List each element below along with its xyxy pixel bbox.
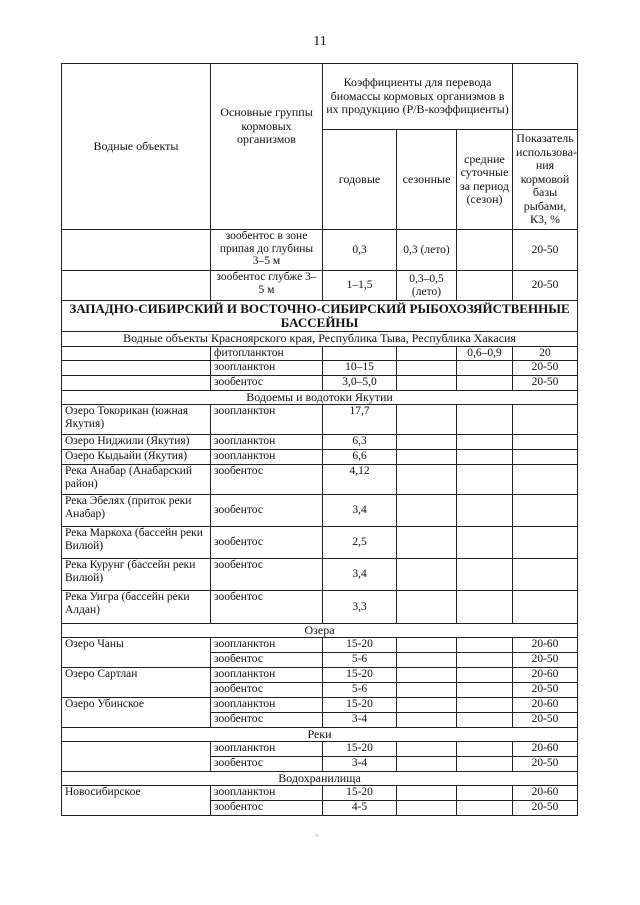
k3-value: 20-60	[513, 742, 578, 757]
k3-value: 20	[513, 347, 578, 361]
organism-group: зообентос	[211, 465, 323, 495]
water-object: Озеро Чаны	[62, 638, 211, 668]
subsection-rivers: Реки	[62, 728, 578, 742]
table-row	[62, 230, 578, 271]
annual-value: 3-4	[323, 757, 397, 772]
water-object: Река Маркоха (бассейн реки Вилюй)	[62, 527, 211, 559]
annual-value: 15-20	[323, 638, 397, 653]
subsection-row	[62, 624, 578, 638]
organism-group: зоопланктон	[211, 450, 323, 465]
section-row	[62, 301, 578, 332]
organism-group: зоопланктон	[211, 405, 323, 435]
table-row	[62, 698, 578, 713]
k3-value: 20-50	[513, 376, 578, 391]
water-object: Река Курунг (бассейн реки Вилюй)	[62, 559, 211, 591]
subsection-row	[62, 728, 578, 742]
header-k3: Показатель использова-ния кормовой базы рыбами, К3, %	[513, 130, 578, 230]
daily-value	[457, 376, 513, 391]
water-object: Река Анабар (Анабарский район)	[62, 465, 211, 495]
organism-group: зоопланктон	[211, 786, 323, 801]
k3-value: 20-50	[513, 271, 578, 301]
subsection-row	[62, 772, 578, 786]
table-row	[62, 495, 578, 527]
k3-value: 20-50	[513, 757, 578, 772]
organism-group: зоопланктон	[211, 435, 323, 450]
table-row	[62, 786, 578, 801]
annual-value: 3,0–5,0	[323, 376, 397, 391]
subsection-krasnoyarsk: Водные объекты Красноярского края, Республика Тыва, Республика Хакасия	[62, 332, 578, 347]
table-row	[62, 450, 578, 465]
annual-value: 4,12	[323, 465, 397, 495]
k3-value: 20-50	[513, 713, 578, 728]
k3-value: 20-60	[513, 638, 578, 653]
k3-value: 20-60	[513, 786, 578, 801]
annual-value: 4-5	[323, 801, 397, 816]
header-empty-cell	[513, 64, 578, 130]
page-number: 11	[313, 34, 327, 49]
organism-group: зообентос	[211, 495, 323, 527]
annual-value: 6,6	[323, 450, 397, 465]
subsection-row	[62, 332, 578, 347]
organism-group: зообентос	[211, 376, 323, 391]
organism-group: зообентос	[211, 683, 323, 698]
header-row-1	[62, 64, 578, 130]
k3-value: 20-50	[513, 361, 578, 376]
header-water-objects: Водные объекты	[62, 64, 211, 230]
table-row	[62, 591, 578, 624]
table-row	[62, 465, 578, 495]
subsection-lakes: Озера	[62, 624, 578, 638]
table-row	[62, 376, 578, 391]
water-object: Озеро Токорикан (южная Якутия)	[62, 405, 211, 435]
header-seasonal: сезонные	[397, 130, 457, 230]
water-object: Озеро Кыдьайи (Якутия)	[62, 450, 211, 465]
k3-value: 20-60	[513, 668, 578, 683]
section-title: ЗАПАДНО-СИБИРСКИЙ И ВОСТОЧНО-СИБИРСКИЙ РЫБОХОЗЯЙСТВЕННЫЕ БАССЕЙНЫ	[62, 301, 578, 332]
annual-value: 15-20	[323, 668, 397, 683]
header-daily: средние суточные за период (сезон)	[457, 130, 513, 230]
header-annual: годовые	[323, 130, 397, 230]
water-object: Озеро Ниджили (Якутия)	[62, 435, 211, 450]
table-row	[62, 435, 578, 450]
annual-value: 6,3	[323, 435, 397, 450]
annual-value: 2,5	[323, 527, 397, 559]
annual-value: 15-20	[323, 742, 397, 757]
k3-value: 20-50	[513, 683, 578, 698]
organism-group: зообентос	[211, 757, 323, 772]
organism-group: зообентос	[211, 653, 323, 668]
organism-group: зообентос	[211, 801, 323, 816]
annual-value: 0,3	[323, 230, 397, 271]
seasonal-value: 0,3 (лето)	[397, 230, 457, 271]
organism-group: фитопланктон	[211, 347, 323, 361]
table-row	[62, 405, 578, 435]
annual-value: 3-4	[323, 713, 397, 728]
organism-group: зоопланктон	[211, 638, 323, 653]
k3-value: 20-50	[513, 230, 578, 271]
organism-group: зоопланктон	[211, 698, 323, 713]
daily-value: 0,6–0,9	[457, 347, 513, 361]
table-row	[62, 271, 578, 301]
annual-value: 3,4	[323, 495, 397, 527]
organism-group: зообентос	[211, 527, 323, 559]
organism-group: зообентос в зоне припая до глубины 3–5 м	[211, 230, 323, 271]
subsection-yakutia: Водоемы и водотоки Якутии	[62, 391, 578, 405]
water-object: Озеро Убинское	[62, 698, 211, 728]
annual-value: 17,7	[323, 405, 397, 435]
annual-value: 10–15	[323, 361, 397, 376]
annual-value: 15-20	[323, 786, 397, 801]
organism-group: зообентос	[211, 713, 323, 728]
annual-value: 5-6	[323, 683, 397, 698]
table-row	[62, 527, 578, 559]
table-row	[62, 742, 578, 757]
header-pb-coefficients: Коэффициенты для перевода биомассы кормовых организмов в их продукцию (P/B-коэффициенты)	[323, 64, 513, 130]
organism-group: зоопланктон	[211, 668, 323, 683]
k3-value: 20-50	[513, 801, 578, 816]
header-organism-groups: Основные группы кормовых организмов	[211, 64, 323, 230]
seasonal-value: 0,3–0,5 (лето)	[397, 271, 457, 301]
water-object: Новосибирское	[62, 786, 211, 816]
annual-value	[323, 347, 397, 361]
k3-value: 20-60	[513, 698, 578, 713]
water-object: Река Эбелях (приток реки Анабар)	[62, 495, 211, 527]
table-row	[62, 668, 578, 683]
annual-value: 5-6	[323, 653, 397, 668]
subsection-row	[62, 391, 578, 405]
organism-group: зоопланктон	[211, 361, 323, 376]
annual-value: 3,3	[323, 591, 397, 624]
annual-value: 15-20	[323, 698, 397, 713]
table-row	[62, 638, 578, 653]
subsection-reservoirs: Водохранилища	[62, 772, 578, 786]
organism-group: зоопланктон	[211, 742, 323, 757]
water-object: Река Уигра (бассейн реки Алдан)	[62, 591, 211, 624]
scan-mark: ᵥ	[316, 828, 319, 838]
table-row	[62, 347, 578, 361]
coefficients-table	[61, 63, 578, 816]
water-object: Озеро Сартлан	[62, 668, 211, 698]
annual-value: 3,4	[323, 559, 397, 591]
organism-group: зообентос глубже 3–5 м	[211, 271, 323, 301]
organism-group: зообентос	[211, 591, 323, 624]
daily-value	[457, 361, 513, 376]
table-row	[62, 559, 578, 591]
organism-group: зообентос	[211, 559, 323, 591]
table-row	[62, 361, 578, 376]
annual-value: 1–1,5	[323, 271, 397, 301]
k3-value: 20-50	[513, 653, 578, 668]
